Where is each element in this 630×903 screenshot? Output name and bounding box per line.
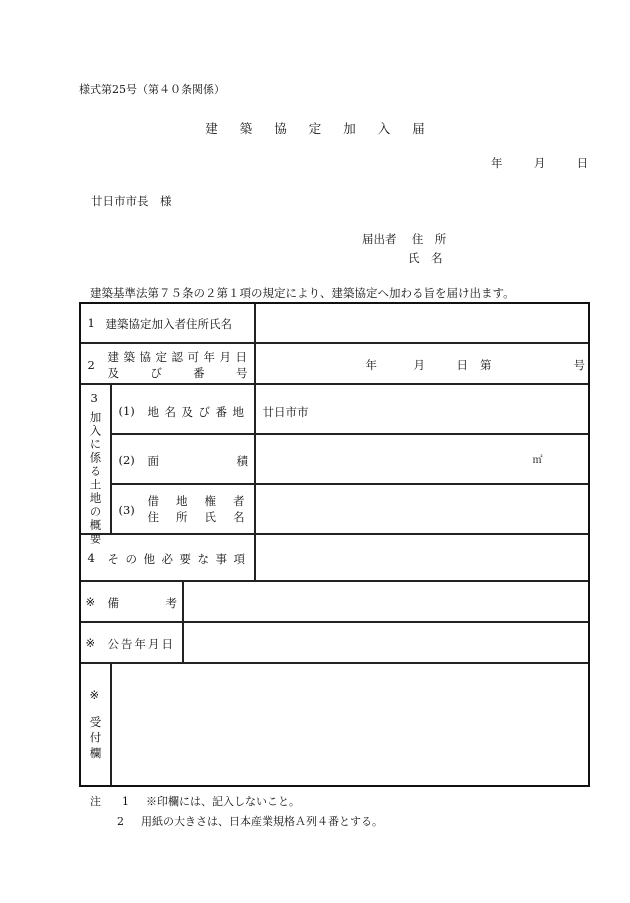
row2-year: 年 <box>365 357 377 372</box>
reception-mark: ※ <box>89 687 100 702</box>
remarks-mark: ※ <box>85 594 96 609</box>
row1-number: 1 <box>87 315 95 330</box>
notice-date-value-cell[interactable] <box>183 622 589 663</box>
row3-sub2-label-cell <box>111 434 255 484</box>
row3-sub1-label-cell <box>111 384 255 434</box>
row2-label-cell <box>79 343 255 384</box>
date-day: 日 <box>576 156 589 170</box>
row3-sub3-label-cell <box>111 484 262 534</box>
addressee: 廿日市市長 様 <box>91 194 172 208</box>
reception-value-cell[interactable] <box>111 663 589 786</box>
row4-label: その他必要な事項 <box>107 551 252 566</box>
row4-number: 4 <box>87 550 95 565</box>
note1-text: ※印欄には、記入しないこと。 <box>146 795 300 808</box>
applicant-label: 届出者 <box>362 232 397 246</box>
row3-sub1-value: 廿日市市 <box>262 404 309 419</box>
row1-label: 建築協定加入者住所氏名 <box>105 316 232 331</box>
intro-statement: 建築基準法第７５条の２第１項の規定により、建築協定へ加わる旨を届け出ます。 <box>90 286 515 300</box>
row4-label-cell <box>79 534 255 581</box>
row2-day-number: 日第 <box>456 357 504 372</box>
applicant-name-label: 氏 名 <box>408 251 443 265</box>
row3-sub2-label-a: 面 <box>147 453 159 468</box>
applicant-address-label: 住 所 <box>411 232 447 246</box>
row3-sub3-value-cell[interactable] <box>255 484 589 534</box>
note2-number: 2 <box>117 815 124 828</box>
row2-label-line1: 建築協定認可年月日 <box>107 349 252 364</box>
remarks-label-b: 考 <box>165 595 177 610</box>
application-table <box>79 302 589 786</box>
reception-label-cell <box>79 663 111 786</box>
row1-value-cell[interactable] <box>255 302 589 343</box>
row3-group-label: 加入に係る土地の概要 <box>88 410 103 546</box>
area-unit: ㎡ <box>532 454 543 466</box>
reception-label: 受付欄 <box>88 715 103 762</box>
notes-prefix: 注 <box>90 795 101 808</box>
remarks-label-cell <box>79 581 183 622</box>
row3-sub2-label-b: 積 <box>236 453 248 468</box>
row3-sub1-value-cell[interactable] <box>255 384 589 434</box>
row3-sub3-label-line2: 住所氏名 <box>147 509 262 524</box>
note2-text: 用紙の大きさは、日本産業規格Ａ列４番とする。 <box>141 815 383 828</box>
row2-label-line2: 及 び 番 号 <box>107 365 248 380</box>
row3-group-cell <box>79 384 111 546</box>
remarks-value-cell[interactable] <box>183 581 589 622</box>
page-title: 建築協定加入届 <box>205 121 447 136</box>
row3-number: 3 <box>90 390 98 405</box>
row3-sub3-number: (3) <box>118 502 135 517</box>
row3-sub2-value-cell[interactable] <box>255 434 589 484</box>
row2-number: 2 <box>87 357 95 372</box>
notes <box>90 792 383 832</box>
submission-date <box>491 155 588 171</box>
row4-value-cell[interactable] <box>255 534 589 581</box>
date-month: 月 <box>533 156 546 170</box>
row2-number-suffix: 号 <box>573 357 585 372</box>
row3-sub2-number: (2) <box>118 452 135 467</box>
notice-date-label-cell <box>79 622 183 663</box>
row3-sub1-number: (1) <box>118 403 135 418</box>
row2-month: 月 <box>413 357 425 372</box>
row1-label-cell <box>79 302 255 343</box>
row3-sub1-label: 地名及び番地 <box>147 404 250 419</box>
remarks-label-a: 備 <box>107 595 119 610</box>
row2-value-cell[interactable] <box>255 343 589 384</box>
applicant-block <box>362 230 446 268</box>
notice-date-label: 公告年月日 <box>107 636 175 651</box>
row3-sub3-label-line1: 借地権者 <box>147 493 262 508</box>
form-number: 様式第25号（第４０条関係） <box>79 83 225 96</box>
notice-date-mark: ※ <box>85 635 96 650</box>
note1-number: 1 <box>122 795 129 808</box>
date-year: 年 <box>491 156 503 170</box>
